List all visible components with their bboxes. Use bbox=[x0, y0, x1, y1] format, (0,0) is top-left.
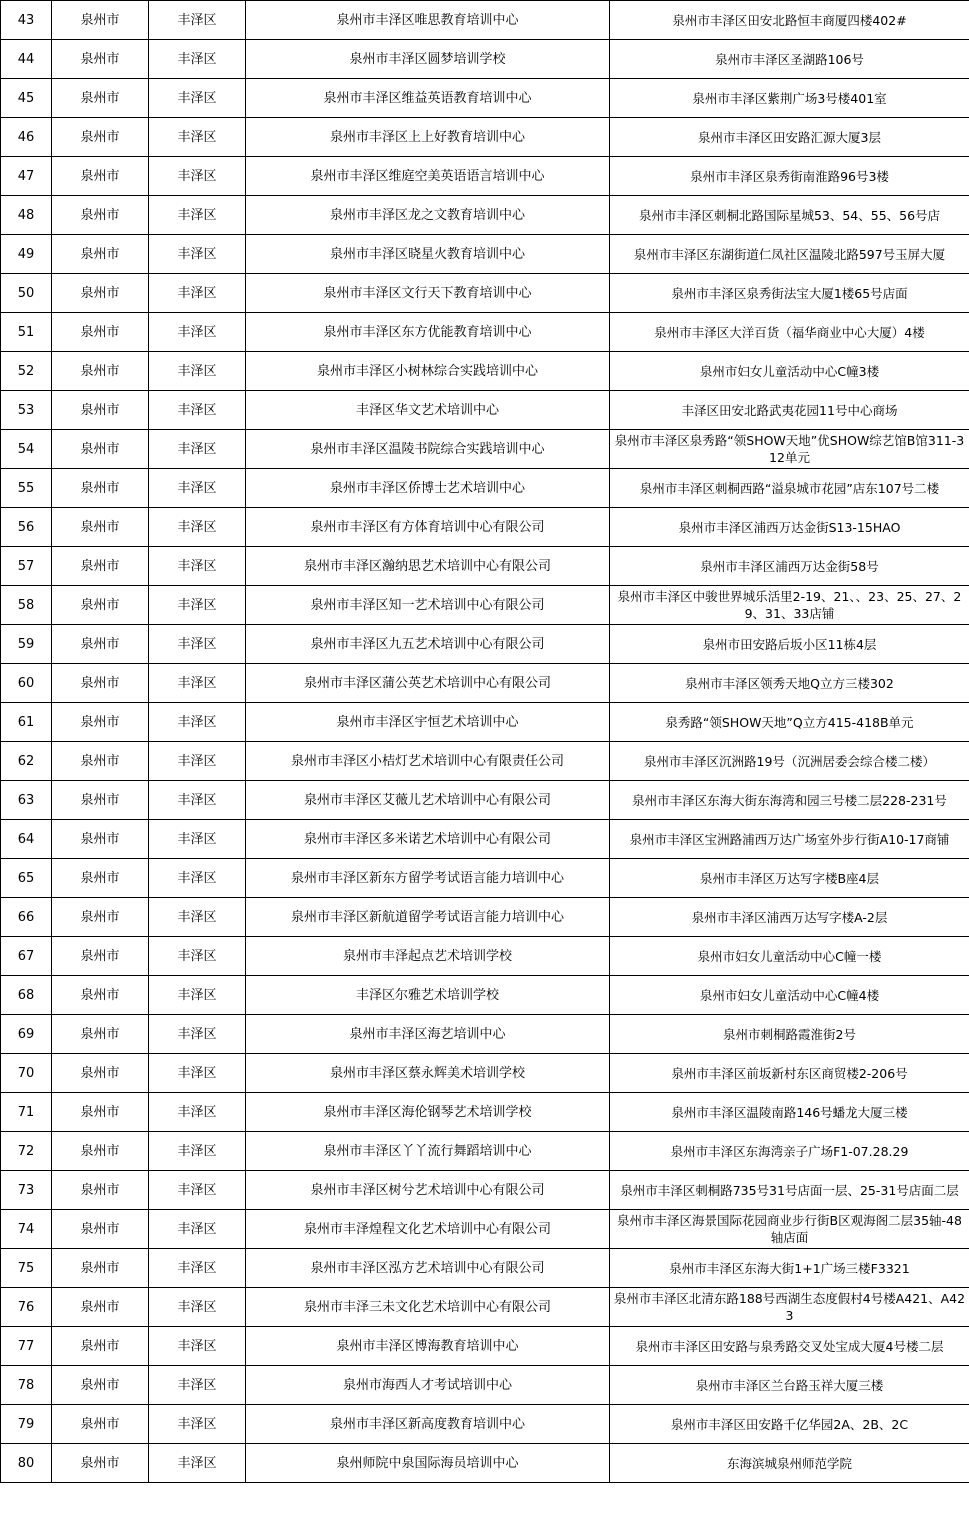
institution-name-cell: 泉州市丰泽区艾薇儿艺术培训中心有限公司 bbox=[246, 781, 610, 820]
row-number: 62 bbox=[1, 742, 52, 781]
institution-name-cell: 泉州市丰泽区小树林综合实践培训中心 bbox=[246, 352, 610, 391]
city-cell: 泉州市 bbox=[52, 1132, 149, 1171]
institution-name-cell: 泉州市丰泽区海伦钢琴艺术培训学校 bbox=[246, 1093, 610, 1132]
row-number: 74 bbox=[1, 1210, 52, 1249]
city-cell: 泉州市 bbox=[52, 625, 149, 664]
city-cell: 泉州市 bbox=[52, 1171, 149, 1210]
city-cell: 泉州市 bbox=[52, 430, 149, 469]
row-number: 69 bbox=[1, 1015, 52, 1054]
table-row bbox=[1, 781, 969, 820]
city-cell: 泉州市 bbox=[52, 235, 149, 274]
city-cell: 泉州市 bbox=[52, 1210, 149, 1249]
district-cell: 丰泽区 bbox=[149, 1015, 246, 1054]
city-cell: 泉州市 bbox=[52, 1015, 149, 1054]
row-number: 68 bbox=[1, 976, 52, 1015]
city-cell: 泉州市 bbox=[52, 391, 149, 430]
table-row bbox=[1, 742, 969, 781]
row-number: 80 bbox=[1, 1444, 52, 1483]
address-cell: 泉州市丰泽区东海湾亲子广场F1-07.28.29 bbox=[610, 1132, 969, 1171]
institution-name-cell: 泉州市丰泽区宇恒艺术培训中心 bbox=[246, 703, 610, 742]
district-cell: 丰泽区 bbox=[149, 79, 246, 118]
row-number: 56 bbox=[1, 508, 52, 547]
row-number: 57 bbox=[1, 547, 52, 586]
district-cell: 丰泽区 bbox=[149, 196, 246, 235]
city-cell: 泉州市 bbox=[52, 586, 149, 625]
table-row bbox=[1, 1171, 969, 1210]
institution-name-cell: 泉州市丰泽区瀚纳思艺术培训中心有限公司 bbox=[246, 547, 610, 586]
row-number: 46 bbox=[1, 118, 52, 157]
table-row bbox=[1, 625, 969, 664]
city-cell: 泉州市 bbox=[52, 118, 149, 157]
table-row bbox=[1, 547, 969, 586]
district-cell: 丰泽区 bbox=[149, 1132, 246, 1171]
table-row bbox=[1, 976, 969, 1015]
institution-name-cell: 泉州市丰泽区多米诺艺术培训中心有限公司 bbox=[246, 820, 610, 859]
table-row bbox=[1, 430, 969, 469]
city-cell: 泉州市 bbox=[52, 1093, 149, 1132]
address-cell: 泉州市妇女儿童活动中心C幢一楼 bbox=[610, 937, 969, 976]
district-cell: 丰泽区 bbox=[149, 937, 246, 976]
table-body bbox=[1, 1, 969, 1483]
row-number: 48 bbox=[1, 196, 52, 235]
address-cell: 泉州市丰泽区泉秀街南淮路96号3楼 bbox=[610, 157, 969, 196]
row-number: 50 bbox=[1, 274, 52, 313]
city-cell: 泉州市 bbox=[52, 40, 149, 79]
city-cell: 泉州市 bbox=[52, 157, 149, 196]
institution-name-cell: 丰泽区尔雅艺术培训学校 bbox=[246, 976, 610, 1015]
row-number: 70 bbox=[1, 1054, 52, 1093]
institution-name-cell: 泉州市丰泽区丫丫流行舞蹈培训中心 bbox=[246, 1132, 610, 1171]
institution-name-cell: 泉州市丰泽区新高度教育培训中心 bbox=[246, 1405, 610, 1444]
district-cell: 丰泽区 bbox=[149, 1288, 246, 1327]
district-cell: 丰泽区 bbox=[149, 586, 246, 625]
row-number: 66 bbox=[1, 898, 52, 937]
address-cell: 泉秀路“领SHOW天地”Q立方415-418B单元 bbox=[610, 703, 969, 742]
district-cell: 丰泽区 bbox=[149, 742, 246, 781]
table-row bbox=[1, 196, 969, 235]
row-number: 61 bbox=[1, 703, 52, 742]
row-number: 63 bbox=[1, 781, 52, 820]
district-cell: 丰泽区 bbox=[149, 859, 246, 898]
district-cell: 丰泽区 bbox=[149, 703, 246, 742]
row-number: 72 bbox=[1, 1132, 52, 1171]
table-row bbox=[1, 118, 969, 157]
address-cell: 泉州市妇女儿童活动中心C幢3楼 bbox=[610, 352, 969, 391]
table-row bbox=[1, 1054, 969, 1093]
district-cell: 丰泽区 bbox=[149, 469, 246, 508]
address-cell: 泉州市丰泽区刺桐西路“溢泉城市花园”店东107号二楼 bbox=[610, 469, 969, 508]
institution-name-cell: 泉州市丰泽区蔡永辉美术培训学校 bbox=[246, 1054, 610, 1093]
district-cell: 丰泽区 bbox=[149, 1093, 246, 1132]
district-cell: 丰泽区 bbox=[149, 1054, 246, 1093]
district-cell: 丰泽区 bbox=[149, 1327, 246, 1366]
district-cell: 丰泽区 bbox=[149, 1444, 246, 1483]
address-cell: 泉州市丰泽区田安路汇源大厦3层 bbox=[610, 118, 969, 157]
table-row bbox=[1, 313, 969, 352]
table-row bbox=[1, 469, 969, 508]
row-number: 59 bbox=[1, 625, 52, 664]
district-cell: 丰泽区 bbox=[149, 157, 246, 196]
row-number: 47 bbox=[1, 157, 52, 196]
institution-name-cell: 泉州市丰泽区蒲公英艺术培训中心有限公司 bbox=[246, 664, 610, 703]
row-number: 71 bbox=[1, 1093, 52, 1132]
institution-name-cell: 泉州市丰泽区唯思教育培训中心 bbox=[246, 1, 610, 40]
city-cell: 泉州市 bbox=[52, 976, 149, 1015]
address-cell: 泉州市丰泽区圣湖路106号 bbox=[610, 40, 969, 79]
institution-name-cell: 泉州市丰泽区侨博士艺术培训中心 bbox=[246, 469, 610, 508]
city-cell: 泉州市 bbox=[52, 196, 149, 235]
institution-name-cell: 泉州市丰泽区上上好教育培训中心 bbox=[246, 118, 610, 157]
address-cell: 泉州市丰泽区东湖街道仁凤社区温陵北路597号玉屏大厦 bbox=[610, 235, 969, 274]
district-cell: 丰泽区 bbox=[149, 664, 246, 703]
row-number: 55 bbox=[1, 469, 52, 508]
row-number: 60 bbox=[1, 664, 52, 703]
city-cell: 泉州市 bbox=[52, 352, 149, 391]
district-cell: 丰泽区 bbox=[149, 1405, 246, 1444]
row-number: 49 bbox=[1, 235, 52, 274]
institution-name-cell: 泉州师院中泉国际海员培训中心 bbox=[246, 1444, 610, 1483]
address-cell: 泉州市丰泽区刺桐路735号31号店面一层、25-31号店面二层 bbox=[610, 1171, 969, 1210]
row-number: 44 bbox=[1, 40, 52, 79]
city-cell: 泉州市 bbox=[52, 1444, 149, 1483]
city-cell: 泉州市 bbox=[52, 1405, 149, 1444]
address-cell: 泉州市丰泽区紫荆广场3号楼401室 bbox=[610, 79, 969, 118]
city-cell: 泉州市 bbox=[52, 859, 149, 898]
institution-name-cell: 泉州市丰泽区温陵书院综合实践培训中心 bbox=[246, 430, 610, 469]
institution-name-cell: 泉州市丰泽区知一艺术培训中心有限公司 bbox=[246, 586, 610, 625]
address-cell: 泉州市丰泽区刺桐北路国际星城53、54、55、56号店 bbox=[610, 196, 969, 235]
row-number: 79 bbox=[1, 1405, 52, 1444]
address-cell: 泉州市丰泽区兰台路玉祥大厦三楼 bbox=[610, 1366, 969, 1405]
institution-name-cell: 泉州市丰泽区维庭空美英语语言培训中心 bbox=[246, 157, 610, 196]
district-cell: 丰泽区 bbox=[149, 1171, 246, 1210]
institution-name-cell: 泉州市丰泽区九五艺术培训中心有限公司 bbox=[246, 625, 610, 664]
address-cell: 泉州市丰泽区泉秀路“领SHOW天地”优SHOW综艺馆B馆311-312单元 bbox=[610, 430, 969, 469]
institution-name-cell: 泉州市丰泽区博海教育培训中心 bbox=[246, 1327, 610, 1366]
district-cell: 丰泽区 bbox=[149, 235, 246, 274]
address-cell: 泉州市丰泽区田安路与泉秀路交叉处宝成大厦4号楼二层 bbox=[610, 1327, 969, 1366]
institution-name-cell: 丰泽区华文艺术培训中心 bbox=[246, 391, 610, 430]
institution-name-cell: 泉州市丰泽三未文化艺术培训中心有限公司 bbox=[246, 1288, 610, 1327]
district-cell: 丰泽区 bbox=[149, 1, 246, 40]
address-cell: 泉州市妇女儿童活动中心C幢4楼 bbox=[610, 976, 969, 1015]
district-cell: 丰泽区 bbox=[149, 547, 246, 586]
row-number: 77 bbox=[1, 1327, 52, 1366]
address-cell: 泉州市丰泽区海景国际花园商业步行街B区观海阁二层35轴-48轴店面 bbox=[610, 1210, 969, 1249]
row-number: 52 bbox=[1, 352, 52, 391]
institution-name-cell: 泉州市丰泽区文行天下教育培训中心 bbox=[246, 274, 610, 313]
address-cell: 泉州市丰泽区北清东路188号西湖生态度假村4号楼A421、A423 bbox=[610, 1288, 969, 1327]
table-row bbox=[1, 274, 969, 313]
table-row bbox=[1, 1249, 969, 1288]
address-cell: 泉州市丰泽区温陵南路146号蟠龙大厦三楼 bbox=[610, 1093, 969, 1132]
city-cell: 泉州市 bbox=[52, 1, 149, 40]
table-row bbox=[1, 508, 969, 547]
city-cell: 泉州市 bbox=[52, 274, 149, 313]
address-cell: 东海滨城泉州师范学院 bbox=[610, 1444, 969, 1483]
address-cell: 泉州市丰泽区沉洲路19号（沉洲居委会综合楼二楼） bbox=[610, 742, 969, 781]
city-cell: 泉州市 bbox=[52, 547, 149, 586]
institution-name-cell: 泉州市丰泽起点艺术培训学校 bbox=[246, 937, 610, 976]
table-row bbox=[1, 859, 969, 898]
institution-name-cell: 泉州市丰泽区圆梦培训学校 bbox=[246, 40, 610, 79]
row-number: 53 bbox=[1, 391, 52, 430]
institution-name-cell: 泉州市丰泽区维益英语教育培训中心 bbox=[246, 79, 610, 118]
row-number: 67 bbox=[1, 937, 52, 976]
table-row bbox=[1, 586, 969, 625]
row-number: 78 bbox=[1, 1366, 52, 1405]
table-row bbox=[1, 79, 969, 118]
city-cell: 泉州市 bbox=[52, 937, 149, 976]
institution-name-cell: 泉州市丰泽区树兮艺术培训中心有限公司 bbox=[246, 1171, 610, 1210]
city-cell: 泉州市 bbox=[52, 1327, 149, 1366]
district-cell: 丰泽区 bbox=[149, 40, 246, 79]
address-cell: 泉州市丰泽区东海大街东海湾和园三号楼二层228-231号 bbox=[610, 781, 969, 820]
table-row bbox=[1, 40, 969, 79]
address-cell: 泉州市丰泽区东海大街1+1广场三楼F3321 bbox=[610, 1249, 969, 1288]
institution-name-cell: 泉州市丰泽煌程文化艺术培训中心有限公司 bbox=[246, 1210, 610, 1249]
row-number: 58 bbox=[1, 586, 52, 625]
table-row bbox=[1, 1015, 969, 1054]
institution-name-cell: 泉州市丰泽区海艺培训中心 bbox=[246, 1015, 610, 1054]
table-row bbox=[1, 157, 969, 196]
institution-name-cell: 泉州市丰泽区泓方艺术培训中心有限公司 bbox=[246, 1249, 610, 1288]
row-number: 45 bbox=[1, 79, 52, 118]
district-cell: 丰泽区 bbox=[149, 625, 246, 664]
district-cell: 丰泽区 bbox=[149, 391, 246, 430]
address-cell: 泉州市丰泽区领秀天地Q立方三楼302 bbox=[610, 664, 969, 703]
district-cell: 丰泽区 bbox=[149, 820, 246, 859]
city-cell: 泉州市 bbox=[52, 508, 149, 547]
table-row bbox=[1, 352, 969, 391]
table-row bbox=[1, 1327, 969, 1366]
address-cell: 丰泽区田安北路武夷花园11号中心商场 bbox=[610, 391, 969, 430]
table-row bbox=[1, 937, 969, 976]
address-cell: 泉州市丰泽区浦西万达金街58号 bbox=[610, 547, 969, 586]
district-cell: 丰泽区 bbox=[149, 118, 246, 157]
row-number: 76 bbox=[1, 1288, 52, 1327]
district-cell: 丰泽区 bbox=[149, 1249, 246, 1288]
district-cell: 丰泽区 bbox=[149, 781, 246, 820]
district-cell: 丰泽区 bbox=[149, 976, 246, 1015]
address-cell: 泉州市丰泽区田安北路恒丰商厦四楼402# bbox=[610, 1, 969, 40]
district-cell: 丰泽区 bbox=[149, 274, 246, 313]
institution-name-cell: 泉州市丰泽区小桔灯艺术培训中心有限责任公司 bbox=[246, 742, 610, 781]
district-cell: 丰泽区 bbox=[149, 1366, 246, 1405]
institution-name-cell: 泉州市丰泽区新东方留学考试语言能力培训中心 bbox=[246, 859, 610, 898]
district-cell: 丰泽区 bbox=[149, 898, 246, 937]
city-cell: 泉州市 bbox=[52, 1249, 149, 1288]
table-row bbox=[1, 235, 969, 274]
row-number: 51 bbox=[1, 313, 52, 352]
institution-name-cell: 泉州市丰泽区东方优能教育培训中心 bbox=[246, 313, 610, 352]
table-row bbox=[1, 820, 969, 859]
city-cell: 泉州市 bbox=[52, 79, 149, 118]
city-cell: 泉州市 bbox=[52, 703, 149, 742]
address-cell: 泉州市丰泽区浦西万达写字楼A-2层 bbox=[610, 898, 969, 937]
table-row bbox=[1, 1, 969, 40]
row-number: 43 bbox=[1, 1, 52, 40]
row-number: 64 bbox=[1, 820, 52, 859]
address-cell: 泉州市丰泽区大洋百货（福华商业中心大厦）4楼 bbox=[610, 313, 969, 352]
address-cell: 泉州市丰泽区中骏世界城乐活里2-19、21、、23、25、27、29、31、33店铺 bbox=[610, 586, 969, 625]
address-cell: 泉州市田安路后坂小区11栋4层 bbox=[610, 625, 969, 664]
institution-name-cell: 泉州市丰泽区晓星火教育培训中心 bbox=[246, 235, 610, 274]
address-cell: 泉州市丰泽区前坂新村东区商贸楼2-206号 bbox=[610, 1054, 969, 1093]
row-number: 54 bbox=[1, 430, 52, 469]
institution-name-cell: 泉州市丰泽区有方体育培训中心有限公司 bbox=[246, 508, 610, 547]
row-number: 65 bbox=[1, 859, 52, 898]
address-cell: 泉州市丰泽区宝洲路浦西万达广场室外步行街A10-17商铺 bbox=[610, 820, 969, 859]
table-row bbox=[1, 1132, 969, 1171]
table-row bbox=[1, 1405, 969, 1444]
table-row bbox=[1, 1366, 969, 1405]
address-cell: 泉州市丰泽区田安路千亿华园2A、2B、2C bbox=[610, 1405, 969, 1444]
table-row bbox=[1, 1210, 969, 1249]
district-cell: 丰泽区 bbox=[149, 313, 246, 352]
city-cell: 泉州市 bbox=[52, 781, 149, 820]
table-row bbox=[1, 1093, 969, 1132]
table-row bbox=[1, 1288, 969, 1327]
table-row bbox=[1, 703, 969, 742]
city-cell: 泉州市 bbox=[52, 664, 149, 703]
district-cell: 丰泽区 bbox=[149, 430, 246, 469]
city-cell: 泉州市 bbox=[52, 1288, 149, 1327]
district-cell: 丰泽区 bbox=[149, 1210, 246, 1249]
city-cell: 泉州市 bbox=[52, 1054, 149, 1093]
address-cell: 泉州市丰泽区泉秀街法宝大厦1楼65号店面 bbox=[610, 274, 969, 313]
row-number: 75 bbox=[1, 1249, 52, 1288]
address-cell: 泉州市丰泽区浦西万达金街S13-15HAO bbox=[610, 508, 969, 547]
table-row bbox=[1, 391, 969, 430]
city-cell: 泉州市 bbox=[52, 820, 149, 859]
city-cell: 泉州市 bbox=[52, 313, 149, 352]
district-cell: 丰泽区 bbox=[149, 508, 246, 547]
table-row bbox=[1, 664, 969, 703]
institution-name-cell: 泉州市海西人才考试培训中心 bbox=[246, 1366, 610, 1405]
table-row bbox=[1, 898, 969, 937]
address-cell: 泉州市丰泽区万达写字楼B座4层 bbox=[610, 859, 969, 898]
city-cell: 泉州市 bbox=[52, 742, 149, 781]
institution-name-cell: 泉州市丰泽区新航道留学考试语言能力培训中心 bbox=[246, 898, 610, 937]
address-cell: 泉州市刺桐路霞淮街2号 bbox=[610, 1015, 969, 1054]
city-cell: 泉州市 bbox=[52, 1366, 149, 1405]
city-cell: 泉州市 bbox=[52, 898, 149, 937]
city-cell: 泉州市 bbox=[52, 469, 149, 508]
district-cell: 丰泽区 bbox=[149, 352, 246, 391]
institution-name-cell: 泉州市丰泽区龙之文教育培训中心 bbox=[246, 196, 610, 235]
table-row bbox=[1, 1444, 969, 1483]
row-number: 73 bbox=[1, 1171, 52, 1210]
